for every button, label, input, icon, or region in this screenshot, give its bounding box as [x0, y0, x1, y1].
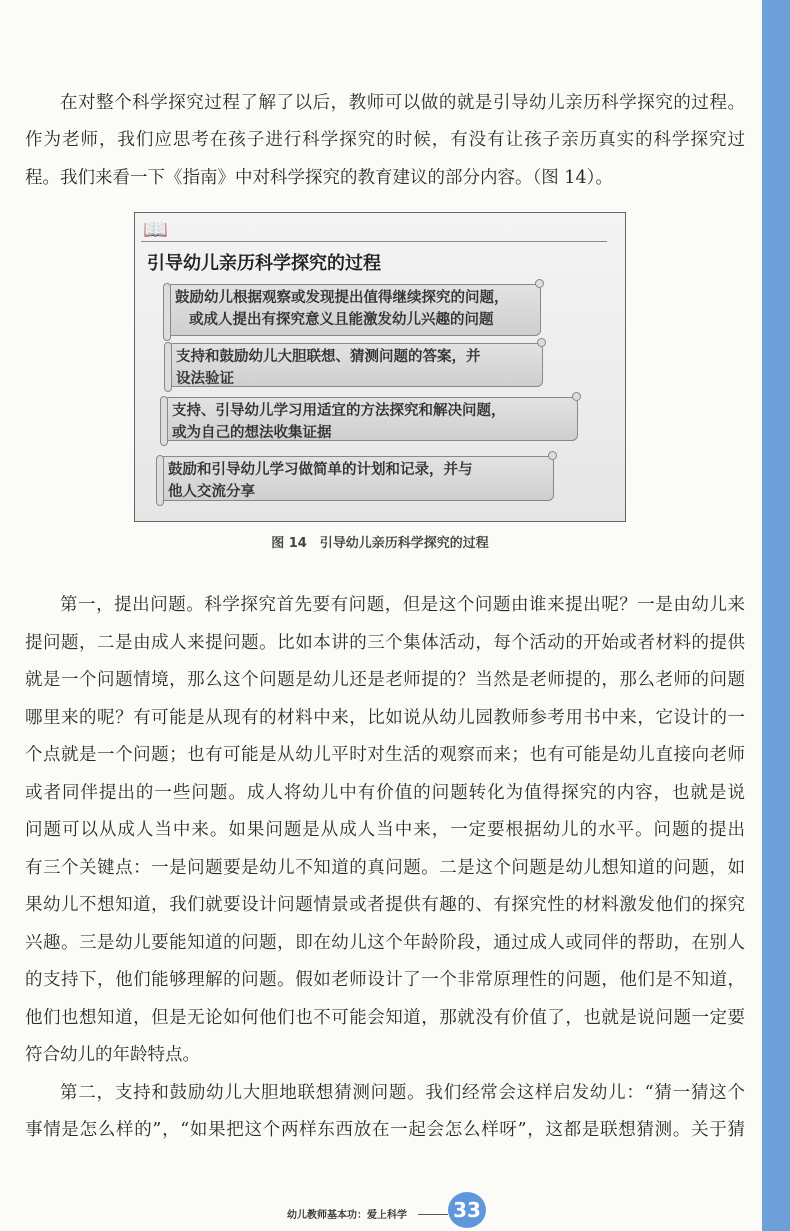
scroll-item-line: 设法验证 [176, 371, 234, 387]
body-line: 事情是怎么样的”，“如果把这个两样东西放在一起会怎么样呀”，这都是联想猜测。关于猜 [25, 1120, 745, 1140]
scroll-item-line: 他人交流分享 [168, 484, 255, 500]
scroll-item-line: 支持和鼓励幼儿大胆联想、猜测问题的答案，并 [176, 349, 481, 365]
body-line: 问题可以从成人当中来。如果问题是从成人当中来，一定要根据幼儿的水平。问题的提出 [25, 820, 745, 840]
figure-title: 引导幼儿亲历科学探究的过程 [147, 253, 381, 274]
figure-14 [134, 212, 626, 522]
open-book-icon: 📖 [143, 217, 168, 241]
page-number: 33 [448, 1192, 486, 1228]
body-line: 第二，支持和鼓励幼儿大胆地联想猜测问题。我们经常会这样启发幼儿：“猜一猜这个 [60, 1083, 745, 1103]
body-line: 兴趣。三是幼儿要能知道的问题，即在幼儿这个年龄阶段，通过成人或同伴的帮助，在别人 [25, 933, 745, 953]
footer-rule [418, 1214, 448, 1215]
page-edge-stripe [762, 0, 790, 1231]
divider [141, 241, 607, 242]
body-line: 他们也想知道，但是无论如何他们也不可能会知道，那就没有价值了，也就是说问题一定要 [25, 1008, 745, 1028]
scroll-item-line: 鼓励和引导幼儿学习做简单的计划和记录，并与 [168, 462, 473, 478]
body-line: 或者同伴提出的一些问题。成人将幼儿中有价值的问题转化为值得探究的内容，也就是说 [25, 783, 745, 803]
body-line: 符合幼儿的年龄特点。 [25, 1045, 200, 1065]
footer-book-title: 幼儿教师基本功：爱上科学 [287, 1210, 407, 1221]
body-line: 第一，提出问题。科学探究首先要有问题，但是这个问题由谁来提出呢？一是由幼儿来 [60, 595, 745, 615]
scroll-item-line: 或成人提出有探究意义且能激发幼儿兴趣的问题 [189, 312, 494, 328]
intro-line: 程。我们来看一下《指南》中对科学探究的教育建议的部分内容。（图 14）。 [25, 168, 613, 188]
intro-line: 作为老师，我们应思考在孩子进行科学探究的时候，有没有让孩子亲历真实的科学探究过 [25, 130, 745, 150]
scroll-item [166, 284, 541, 336]
intro-line: 在对整个科学探究过程了解了以后，教师可以做的就是引导幼儿亲历科学探究的过程。 [60, 93, 745, 113]
body-line: 就是一个问题情境，那么这个问题是幼儿还是老师提的？当然是老师提的，那么老师的问题 [25, 670, 745, 690]
body-line: 哪里来的呢？有可能是从现有的材料中来，比如说从幼儿园教师参考用书中来，它设计的一 [25, 708, 745, 728]
body-line: 果幼儿不想知道，我们就要设计问题情景或者提供有趣的、有探究性的材料激发他们的探究 [25, 895, 745, 915]
scroll-item [159, 456, 554, 501]
body-line: 的支持下，他们能够理解的问题。假如老师设计了一个非常原理性的问题，他们是不知道， [25, 970, 745, 990]
scroll-item-line: 支持、引导幼儿学习用适宜的方法探究和解决问题， [172, 403, 506, 419]
body-line: 提问题，二是由成人来提问题。比如本讲的三个集体活动，每个活动的开始或者材料的提供 [25, 633, 745, 653]
scroll-item [167, 343, 543, 387]
body-line: 个点就是一个问题；也有可能是从幼儿平时对生活的观察而来；也有可能是幼儿直接向老师 [25, 745, 745, 765]
scroll-item-line: 鼓励幼儿根据观察或发现提出值得继续探究的问题， [175, 290, 509, 306]
scroll-item [163, 397, 578, 441]
scroll-item-line: 或为自己的想法收集证据 [172, 425, 332, 441]
body-line: 有三个关键点：一是问题要是幼儿不知道的真问题。二是这个问题是幼儿想知道的问题，如 [25, 858, 745, 878]
figure-caption: 图 14 引导幼儿亲历科学探究的过程 [271, 536, 489, 551]
